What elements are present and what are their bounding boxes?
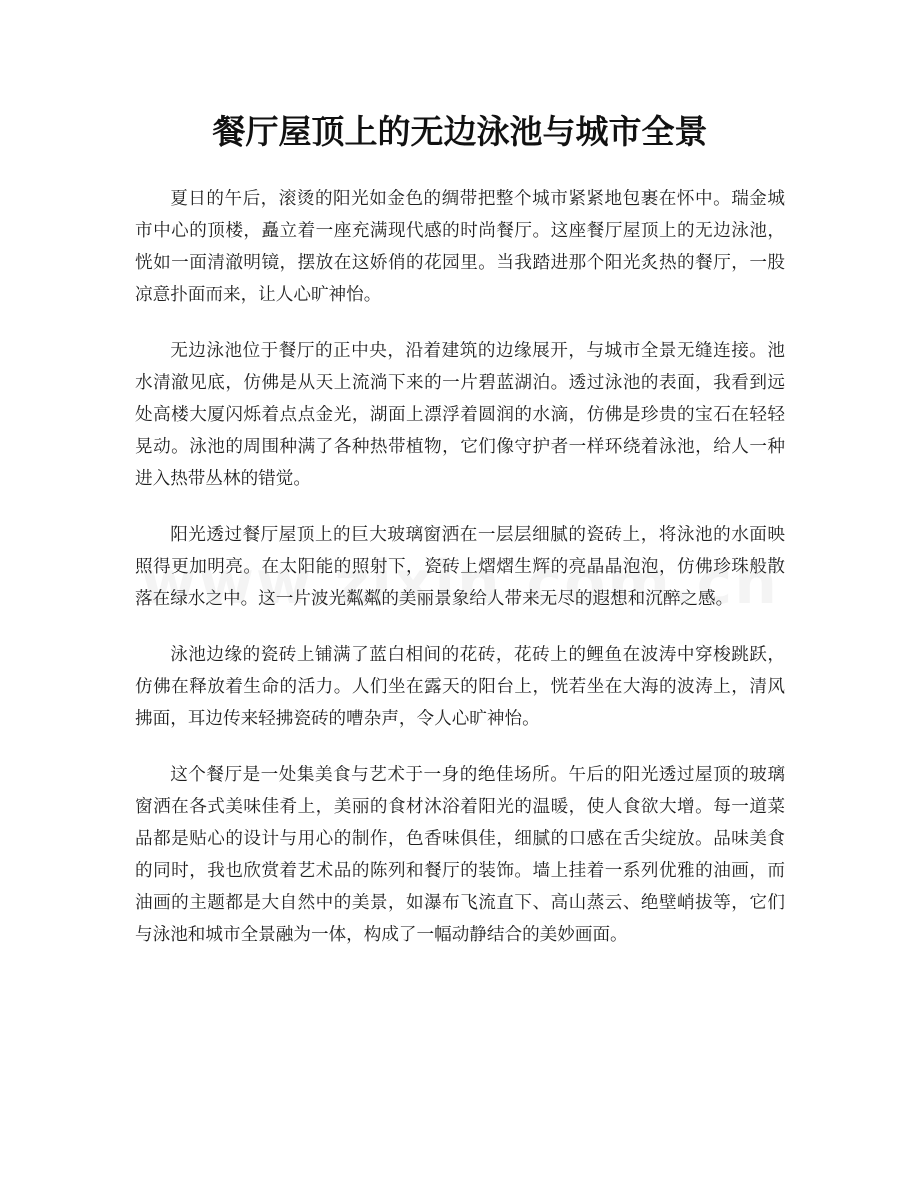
paragraph-2: 无边泳池位于餐厅的正中央，沿着建筑的边缘展开，与城市全景无缝连接。池水清澈见底，仿佛是从天上流淌下来的一片碧蓝湖泊。透过泳池的表面，我看到远处高楼大厦闪烁着点点金光，湖面上漂浮着圆润的水滴，仿佛是珍贵的宝石在轻轻晃动。泳池的周围种满了各种热带植物，它们像守护者一样环绕着泳池，给人一种进入热带丛林的错觉。 [135,341,785,489]
paragraph-4: 泳池边缘的瓷砖上铺满了蓝白相间的花砖，花砖上的鲤鱼在波涛中穿梭跳跃，仿佛在释放着生命的活力。人们坐在露天的阳台上，恍若坐在大海的波涛上，清风拂面，耳边传来轻拂瓷砖的嘈杂声，令人心旷神怡。 [135,645,785,729]
document-title: 餐厅屋顶上的无边泳池与城市全景 [212,112,708,151]
paragraph-1: 夏日的午后，滚烫的阳光如金色的绸带把整个城市紧紧地包裹在怀中。瑞金城市中心的顶楼，矗立着一座充满现代感的时尚餐厅。这座餐厅屋顶上的无边泳池，恍如一面清澈明镜，摆放在这娇俏的花园里。当我踏进那个阳光炙热的餐厅，一股凉意扑面而来，让人心旷神怡。 [135,189,785,305]
document-body [135,183,785,975]
paragraph-5: 这个餐厅是一处集美食与艺术于一身的绝佳场所。午后的阳光透过屋顶的玻璃窗洒在各式美味佳肴上，美丽的食材沐浴着阳光的温暖，使人食欲大增。每一道菜品都是贴心的设计与用心的制作，色香味俱佳，细腻的口感在舌尖绽放。品味美食的同时，我也欣赏着艺术品的陈列和餐厅的装饰。墙上挂着一系列优雅的油画，而油画的主题都是大自然中的美景，如瀑布飞流直下、高山蒸云、绝壁峭拔等，它们与泳池和城市全景融为一体，构成了一幅动静结合的美妙画面。 [135,765,785,945]
paragraph-3: 阳光透过餐厅屋顶上的巨大玻璃窗洒在一层层细腻的瓷砖上，将泳池的水面映照得更加明亮。在太阳能的照射下，瓷砖上熠熠生辉的亮晶晶泡泡，仿佛珍珠般散落在绿水之中。这一片波光粼粼的美丽景象给人带来无尽的遐想和沉醉之感。 [135,525,785,609]
